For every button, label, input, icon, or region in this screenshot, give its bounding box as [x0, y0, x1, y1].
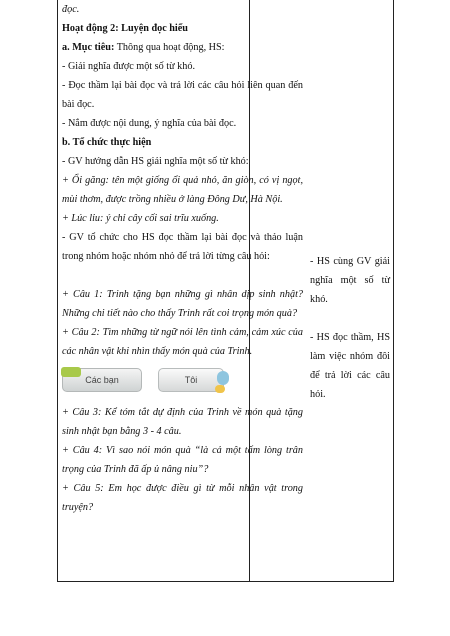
goal-item: - Giải nghĩa được một số từ khó.	[62, 61, 196, 72]
activity-title: Hoạt động 2: Luyện đọc hiểu	[62, 23, 188, 34]
goal-label: a. Mục tiêu:	[62, 42, 115, 53]
student-column-note-1: - HS cùng GV giải nghĩa một số từ khó.	[310, 256, 390, 305]
question-item: + Câu 1: Trinh tặng bạn những gì nhân dịp sinh nhật? Những chi tiết nào cho thấy Trinh rất coi trọng món quà?	[62, 289, 303, 319]
bubble-decoration-icon	[217, 371, 229, 385]
instruction-line: - GV hướng dẫn HS giải nghĩa một số từ khó:	[62, 156, 249, 167]
vocab-item: + Lúc lỉu: ý chỉ cây cối sai trĩu xuống.	[62, 213, 219, 224]
goal-item: - Đọc thầm lại bài đọc và trả lời các câu hỏi liên quan đến bài đọc.	[62, 80, 303, 110]
goal-text: Thông qua hoạt động, HS:	[114, 42, 225, 53]
tab-decoration-icon	[61, 367, 81, 377]
answer-buttons	[62, 365, 303, 397]
toi-button[interactable]: Tôi	[158, 368, 224, 392]
question-item: + Câu 3: Kể tóm tắt dự định của Trinh về món quà tặng sinh nhật bạn bằng 3 - 4 câu.	[62, 407, 303, 437]
dot-decoration-icon	[215, 385, 225, 393]
vocab-item: + Ổi găng: tên một giống ổi quả nhỏ, ăn giòn, có vị ngọt, mùi thơm, được trồng nhiều ở làng Đông Dư, Hà Nội.	[62, 175, 303, 205]
cac-ban-button[interactable]: Các bạn	[62, 368, 142, 392]
goal-line	[62, 38, 303, 57]
instruction-line: - GV tổ chức cho HS đọc thầm lại bài đọc và thảo luận trong nhóm hoặc nhóm nhỏ để trả lời từng câu hỏi:	[62, 232, 303, 262]
org-title: b. Tổ chức thực hiện	[62, 137, 152, 148]
question-item: + Câu 4: Vì sao nói món quà “là cả một tấm lòng trân trọng của Trinh đã ấp ủ nâng niu”?	[62, 445, 303, 475]
question-item: + Câu 2: Tìm những từ ngữ nói lên tình cảm, cảm xúc của các nhân vật khi nhìn thấy món quà của Trinh.	[62, 327, 303, 357]
student-column-note-2: - HS đọc thầm, HS làm việc nhóm đôi để trả lời các câu hỏi.	[310, 332, 390, 400]
teacher-column	[62, 0, 303, 517]
goal-item: - Nắm được nội dung, ý nghĩa của bài đọc.	[62, 118, 237, 129]
question-item: + Câu 5: Em học được điều gì từ mỗi nhân vật trong truyện?	[62, 483, 303, 513]
text-line: đọc.	[62, 4, 80, 15]
